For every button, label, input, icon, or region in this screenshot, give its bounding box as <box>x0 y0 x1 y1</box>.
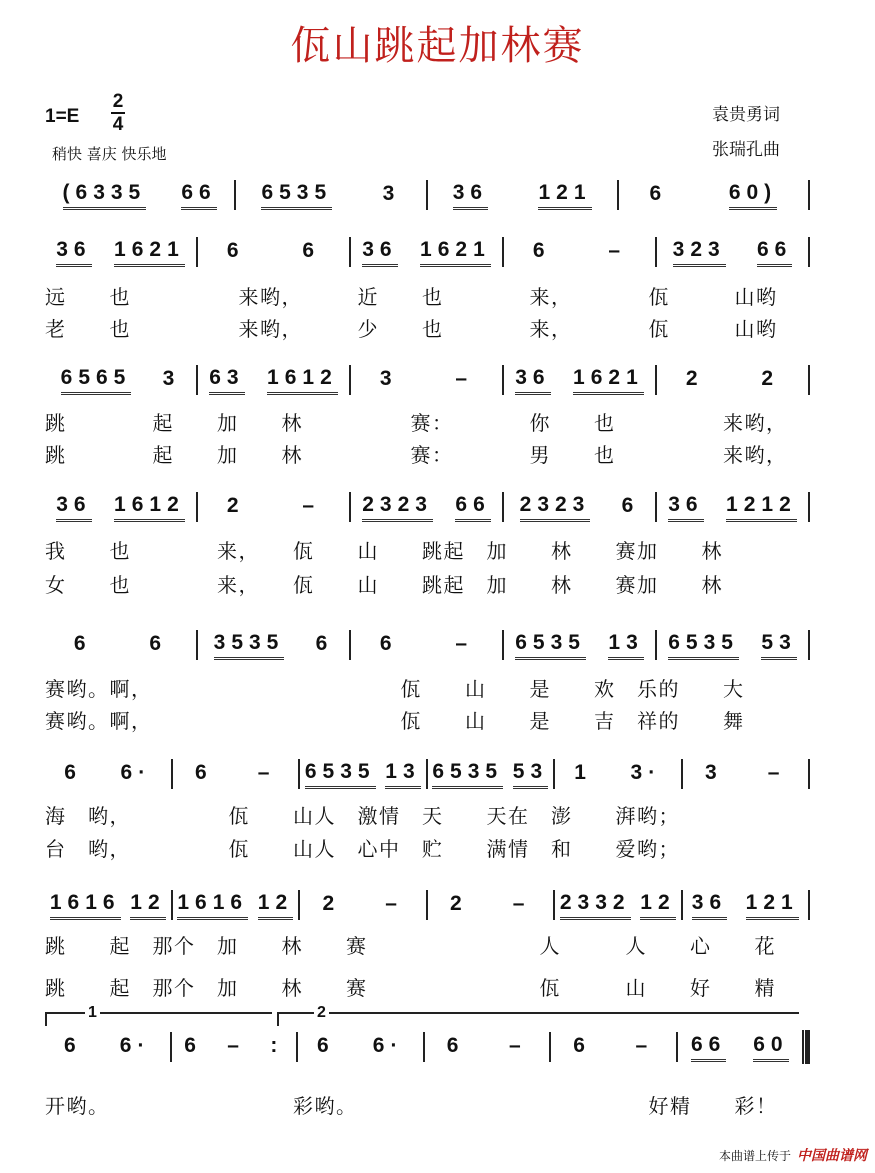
lyric-line-verse-1: 开哟。 彩哟。 好精 彩！ <box>45 1094 778 1118</box>
note-group: – <box>227 1034 245 1057</box>
note-group: – <box>509 1034 527 1057</box>
note-group: 1621 <box>114 238 185 267</box>
note-group: 6 <box>302 239 321 262</box>
measure <box>300 759 426 789</box>
measure <box>45 492 196 522</box>
barline <box>808 630 810 660</box>
note-group: 13 <box>608 631 643 660</box>
measure <box>657 365 808 395</box>
lyric-line-verse-1: 跳 起 加 林 赛： 你 也 来哟， <box>45 411 788 435</box>
measure <box>428 180 617 210</box>
lyric-line-verse-1: 跳 起 那个 加 林 赛 人 人 心 花 <box>45 934 776 958</box>
note-group: : <box>270 1034 284 1057</box>
measure <box>504 630 655 660</box>
measure <box>198 365 349 395</box>
note-group: 3· <box>630 761 662 784</box>
measure <box>198 237 349 267</box>
measure <box>551 1032 676 1062</box>
volta-second-ending <box>277 1004 799 1026</box>
key-signature: 1=E <box>45 106 80 127</box>
note-group: 6 <box>149 632 168 655</box>
note-group: 36 <box>362 238 397 267</box>
measure <box>657 237 808 267</box>
note-group: 6565 <box>61 366 132 395</box>
note-group: 36 <box>515 366 550 395</box>
notation-system <box>45 1032 810 1062</box>
notation-system <box>45 759 810 789</box>
note-group: 6535 <box>432 760 503 789</box>
measure <box>300 890 426 920</box>
measure <box>351 492 502 522</box>
note-group: 6 <box>446 1034 465 1057</box>
volta-first-label: 1 <box>85 1005 100 1021</box>
note-group: 3 <box>379 367 398 390</box>
note-group: 6 <box>649 182 668 205</box>
measure <box>45 1032 170 1062</box>
lyric-line-verse-2: 台 哟， 佤 山人 心中 贮 满情 和 爱哟； <box>45 837 680 861</box>
note-group: – <box>455 367 474 390</box>
note-group: 121 <box>746 891 799 920</box>
tempo-marking: 稍快 喜庆 快乐地 <box>52 145 167 163</box>
measure <box>45 759 171 789</box>
footer <box>719 1145 867 1165</box>
lyric-line-verse-1: 海 哟， 佤 山人 激情 天 天在 澎 湃哟； <box>45 804 680 828</box>
note-group: 6 <box>315 632 334 655</box>
measure <box>504 237 655 267</box>
note-group: 36 <box>692 891 727 920</box>
lyric-line-verse-2: 跳 起 加 林 赛： 男 也 来哟， <box>45 443 788 467</box>
final-barline <box>802 1030 810 1064</box>
measure <box>678 1032 803 1062</box>
note-group: 2323 <box>362 493 433 522</box>
note-group: – <box>385 892 403 915</box>
notation-system <box>45 365 810 395</box>
note-group: 6 <box>532 239 551 262</box>
barline <box>808 492 810 522</box>
note-group: 6 <box>621 494 640 517</box>
note-group: 6 <box>379 632 398 655</box>
note-group: 60) <box>729 181 777 210</box>
measure <box>428 759 554 789</box>
measure <box>45 180 234 210</box>
note-group: 1612 <box>267 366 338 395</box>
note-group: 6 <box>317 1034 335 1057</box>
note-group: 53 <box>513 760 548 789</box>
barline <box>808 759 810 789</box>
note-group: 2 <box>761 367 780 390</box>
lyricist-credit: 袁贵勇词 <box>712 105 780 125</box>
note-group: 13 <box>385 760 420 789</box>
time-signature <box>111 92 125 134</box>
time-signature-bottom: 4 <box>112 114 124 135</box>
measure <box>236 180 425 210</box>
note-group: 6 <box>195 761 213 784</box>
note-group: 2 <box>450 892 468 915</box>
note-group: 6· <box>119 1034 151 1057</box>
measure <box>657 630 808 660</box>
volta-second-label: 2 <box>314 1005 329 1021</box>
note-group: 66 <box>691 1033 726 1062</box>
measure <box>683 759 809 789</box>
measure <box>351 630 502 660</box>
song-title: 佤山跳起加林赛 <box>290 23 585 69</box>
note-group: – <box>767 761 786 784</box>
note-group: 121 <box>538 181 591 210</box>
note-group: 323 <box>673 238 726 267</box>
site-logo[interactable]: 中国曲谱网 <box>797 1148 867 1164</box>
note-group: 6 <box>64 761 82 784</box>
note-group: 6 <box>184 1034 202 1057</box>
note-group: 1612 <box>114 493 185 522</box>
note-group: – <box>257 761 276 784</box>
note-group: – <box>455 632 474 655</box>
note-group: 3 <box>382 182 401 205</box>
note-group: 66 <box>757 238 792 267</box>
note-group: 6 <box>73 632 92 655</box>
note-group: 63 <box>209 366 244 395</box>
lyric-line-verse-2: 跳 起 那个 加 林 赛 佤 山 好 精 <box>45 976 776 1000</box>
footer-text: 本曲谱上传于 <box>718 1148 791 1163</box>
note-group: (6335 <box>63 181 147 210</box>
note-group: 6 <box>573 1034 591 1057</box>
note-group: 36 <box>453 181 488 210</box>
note-group: 3 <box>162 367 181 390</box>
measure <box>198 492 349 522</box>
measure <box>45 890 171 920</box>
volta-first-ending <box>45 1004 272 1026</box>
note-group: 12 <box>258 891 293 920</box>
measure <box>425 1032 550 1062</box>
note-group: 36 <box>56 238 91 267</box>
note-group: – <box>608 239 627 262</box>
lyric-line-verse-2: 老 也 来哟， 少 也 来， 佤 山哟 <box>45 317 778 341</box>
lyric-line-verse-2: 女 也 来， 佤 山 跳起 加 林 赛加 林 <box>45 573 723 597</box>
note-group: 2 <box>685 367 704 390</box>
note-group: 2 <box>226 494 245 517</box>
note-group: – <box>302 494 321 517</box>
note-group: 1212 <box>726 493 797 522</box>
note-group: 36 <box>668 493 703 522</box>
measure <box>45 365 196 395</box>
note-group: – <box>635 1034 654 1057</box>
measure <box>555 759 681 789</box>
barline <box>808 180 810 210</box>
note-group: 66 <box>455 493 490 522</box>
notation-system <box>45 492 810 522</box>
note-group: 2332 <box>560 891 631 920</box>
note-group: 6 <box>226 239 245 262</box>
measure <box>45 237 196 267</box>
note-group: 1616 <box>50 891 121 920</box>
measure <box>173 890 299 920</box>
note-group: 2323 <box>520 493 591 522</box>
note-group: 6· <box>120 761 152 784</box>
measure <box>351 365 502 395</box>
note-group: 6535 <box>515 631 586 660</box>
measure <box>298 1032 423 1062</box>
measure <box>198 630 349 660</box>
measure <box>428 890 554 920</box>
lyric-line-verse-1: 我 也 来， 佤 山 跳起 加 林 赛加 林 <box>45 539 723 563</box>
note-group: – <box>512 892 531 915</box>
note-group: 60 <box>753 1033 788 1062</box>
note-group: 12 <box>130 891 165 920</box>
barline <box>808 890 810 920</box>
notation-system <box>45 630 810 660</box>
note-group: 53 <box>761 631 796 660</box>
lyric-line-verse-1: 赛哟。啊， 佤 山 是 欢 乐的 大 <box>45 677 745 701</box>
note-group: 66 <box>181 181 216 210</box>
note-group: 1616 <box>177 891 248 920</box>
note-group: 3535 <box>214 631 285 660</box>
time-signature-top: 2 <box>112 91 124 112</box>
note-group: 6535 <box>668 631 739 660</box>
measure <box>657 492 808 522</box>
note-group: 12 <box>640 891 675 920</box>
measure <box>172 1032 297 1062</box>
note-group: 6 <box>64 1034 82 1057</box>
notation-system <box>45 237 810 267</box>
note-group: 6535 <box>305 760 376 789</box>
note-group: 2 <box>322 892 341 915</box>
measure <box>555 890 681 920</box>
barline <box>808 237 810 267</box>
note-group: 1 <box>574 761 592 784</box>
lyric-line-verse-1: 远 也 来哟， 近 也 来， 佤 山哟 <box>45 285 778 309</box>
note-group: 3 <box>705 761 723 784</box>
measure <box>351 237 502 267</box>
note-group: 36 <box>56 493 91 522</box>
note-group: 6535 <box>261 181 332 210</box>
lyric-line-verse-2: 赛哟。啊， 佤 山 是 吉 祥的 舞 <box>45 709 745 733</box>
note-group: 1621 <box>573 366 644 395</box>
measure <box>504 492 655 522</box>
measure <box>45 630 196 660</box>
measure <box>619 180 808 210</box>
barline <box>808 365 810 395</box>
measure <box>173 759 299 789</box>
notation-system <box>45 890 810 920</box>
note-group: 6· <box>372 1034 404 1057</box>
notation-system <box>45 180 810 210</box>
note-group: 1621 <box>420 238 491 267</box>
measure <box>683 890 809 920</box>
composer-credit: 张瑞孔曲 <box>712 140 780 160</box>
measure <box>504 365 655 395</box>
